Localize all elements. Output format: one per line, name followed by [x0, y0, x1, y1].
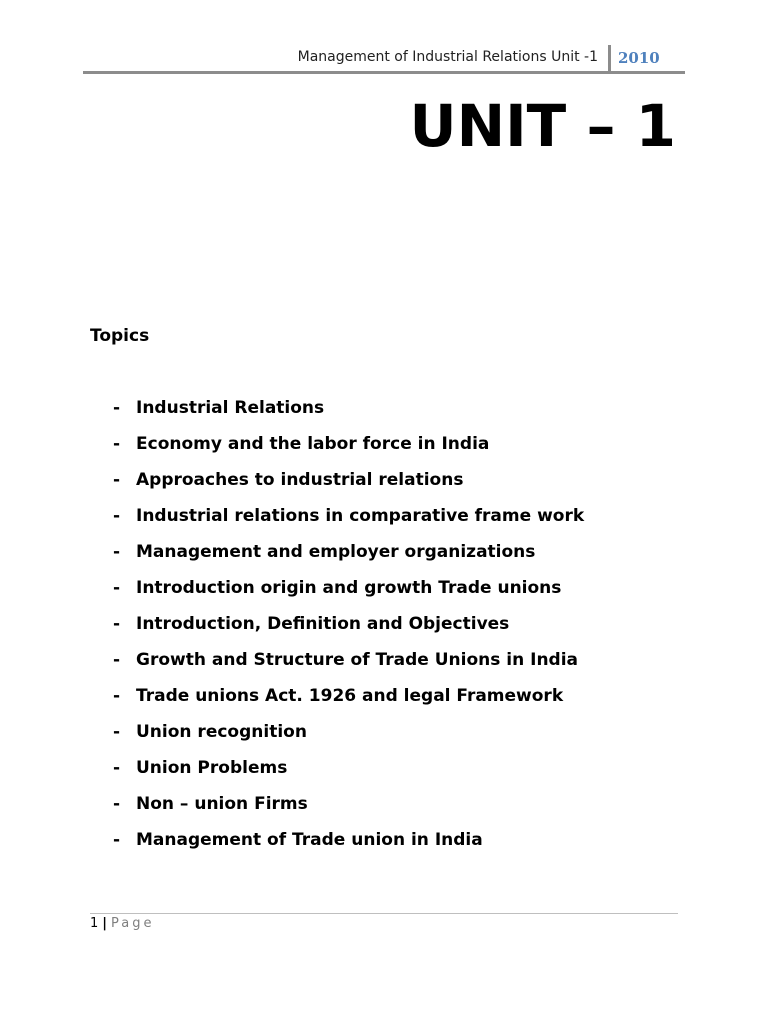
list-item: [113, 686, 584, 722]
list-dash: -: [113, 578, 121, 598]
list-dash: -: [113, 542, 121, 562]
list-item: [113, 506, 584, 542]
list-item: [113, 614, 584, 650]
list-dash: -: [113, 830, 121, 850]
list-item-text: Management and employer organizations: [136, 542, 536, 562]
list-dash: -: [113, 758, 121, 778]
page-footer: [90, 916, 155, 931]
list-item-text: Industrial Relations: [136, 398, 325, 418]
header-rule: [83, 71, 685, 74]
list-item: [113, 542, 584, 578]
list-item: [113, 794, 584, 830]
list-item-text: Approaches to industrial relations: [136, 470, 464, 490]
list-item-text: Union recognition: [136, 722, 307, 742]
list-item: [113, 470, 584, 506]
list-dash: -: [113, 794, 121, 814]
topic-list: [113, 398, 584, 866]
list-item-text: Trade unions Act. 1926 and legal Framework: [136, 686, 564, 706]
list-item-text: Introduction origin and growth Trade unions: [136, 578, 562, 598]
list-item: [113, 578, 584, 614]
header-separator: [608, 45, 611, 73]
page-label: Page: [111, 916, 155, 931]
list-item-text: Union Problems: [136, 758, 288, 778]
list-dash: -: [113, 650, 121, 670]
list-item-text: Economy and the labor force in India: [136, 434, 490, 454]
list-dash: -: [113, 686, 121, 706]
page-number: 1: [90, 916, 99, 931]
list-item-text: Growth and Structure of Trade Unions in India: [136, 650, 579, 670]
list-item-text: Non – union Firms: [136, 794, 308, 814]
list-item-text: Introduction, Definition and Objectives: [136, 614, 510, 634]
list-dash: -: [113, 614, 121, 634]
list-dash: -: [113, 434, 121, 454]
list-dash: -: [113, 470, 121, 490]
unit-title: UNIT – 1: [409, 92, 676, 160]
topics-heading: Topics: [90, 326, 150, 346]
list-item: [113, 758, 584, 794]
list-item-text: Industrial relations in comparative frame work: [136, 506, 585, 526]
list-item: [113, 398, 584, 434]
list-item-text: Management of Trade union in India: [136, 830, 483, 850]
list-item: [113, 830, 584, 866]
footer-rule: [90, 913, 678, 914]
header-title: Management of Industrial Relations Unit -1: [297, 49, 598, 65]
list-item: [113, 434, 584, 470]
list-item: [113, 722, 584, 758]
page-header: [0, 44, 768, 74]
list-item: [113, 650, 584, 686]
footer-separator: |: [102, 916, 108, 931]
list-dash: -: [113, 398, 121, 418]
header-year: 2010: [618, 49, 660, 67]
list-dash: -: [113, 506, 121, 526]
list-dash: -: [113, 722, 121, 742]
